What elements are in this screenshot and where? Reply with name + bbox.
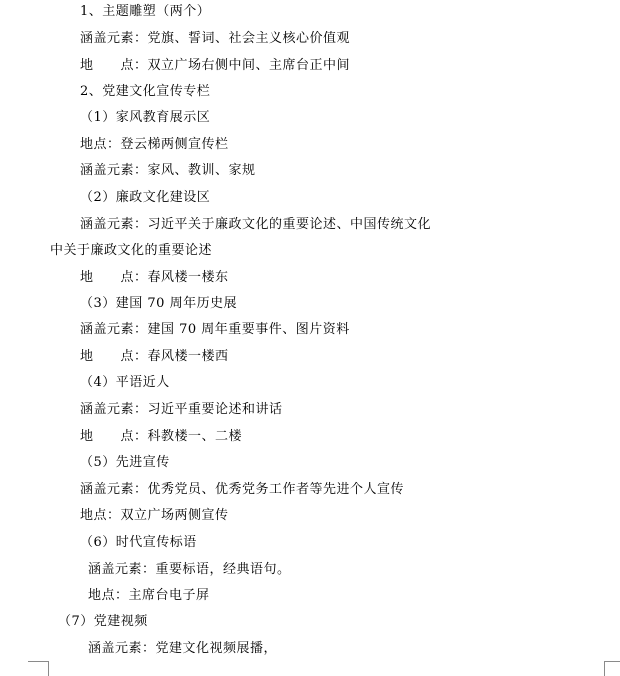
text-line: 地点：登云梯两侧宣传栏	[80, 137, 229, 152]
text-line: 涵盖元素：习近平关于廉政文化的重要论述、中国传统文化	[80, 217, 432, 232]
section-heading-theme-sculpture: 1、主题雕塑（两个）	[80, 4, 211, 19]
subsection-heading: （3）建国 70 周年历史展	[80, 296, 238, 311]
crop-mark-left	[28, 661, 49, 676]
text-line: 涵盖元素：习近平重要论述和讲话	[80, 402, 283, 417]
text-line: 涵盖元素：重要标语，经典语句。	[88, 562, 291, 577]
text-line: 涵盖元素：家风、教训、家规	[80, 163, 256, 178]
text-line-continued: 中关于廉政文化的重要论述	[50, 243, 213, 258]
subsection-heading: （2）廉政文化建设区	[80, 190, 211, 205]
text-line: 涵盖元素：优秀党员、优秀党务工作者等先进个人宣传	[80, 482, 405, 497]
subsection-heading: （6）时代宣传标语	[80, 535, 197, 550]
subsection-heading: （5）先进宣传	[80, 455, 170, 470]
text-line: 涵盖元素：党旗、誓词、社会主义核心价值观	[80, 31, 351, 46]
section-heading-party-culture-column: 2、党建文化宣传专栏	[80, 84, 211, 99]
subsection-heading: （7）党建视频	[58, 614, 148, 629]
text-line: 地点：双立广场两侧宣传	[80, 508, 229, 523]
text-line: 地 点：春风楼一楼西	[80, 349, 229, 364]
text-line: 涵盖元素：建国 70 周年重要事件、图片资料	[80, 322, 350, 337]
subsection-heading: （1）家风教育展示区	[80, 110, 211, 125]
text-line: 地 点：双立广场右侧中间、主席台正中间	[80, 58, 351, 73]
text-line: 地点：主席台电子屏	[88, 588, 210, 603]
text-line: 地 点：科教楼一、二楼	[80, 429, 243, 444]
subsection-heading: （4）平语近人	[80, 375, 170, 390]
text-line: 地 点：春风楼一楼东	[80, 270, 229, 285]
text-line: 涵盖元素：党建文化视频展播，	[88, 641, 278, 656]
crop-mark-right	[604, 661, 620, 676]
